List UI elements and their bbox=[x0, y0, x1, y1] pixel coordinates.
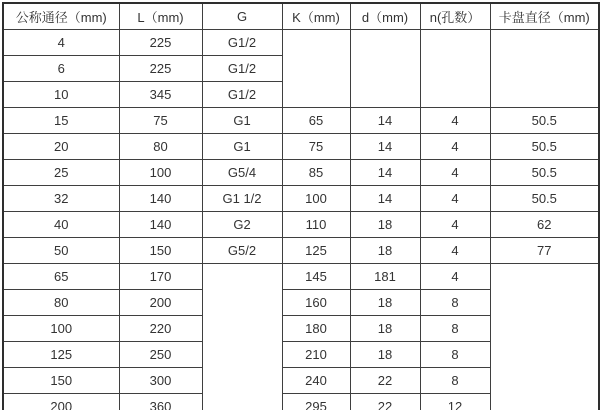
table-cell-r6-c6: 50.5 bbox=[490, 186, 599, 212]
table-cell-r3-c5: 4 bbox=[420, 108, 490, 134]
table-cell-r8-c5: 4 bbox=[420, 238, 490, 264]
table-cell-r4-c3: 75 bbox=[282, 134, 350, 160]
header-cell-5: n(孔数） bbox=[420, 3, 490, 30]
table-cell-r6-c2: G1 1/2 bbox=[202, 186, 282, 212]
table-cell-r11-c4: 8 bbox=[420, 316, 490, 342]
table-cell-r0-c3 bbox=[282, 30, 350, 108]
table-row-4 bbox=[3, 134, 599, 160]
table-cell-r10-c2: 160 bbox=[282, 290, 350, 316]
table-header-row bbox=[3, 3, 599, 30]
table-cell-r4-c4: 14 bbox=[350, 134, 420, 160]
table-cell-r3-c6: 50.5 bbox=[490, 108, 599, 134]
table-cell-r6-c0: 32 bbox=[3, 186, 119, 212]
table-cell-r13-c1: 300 bbox=[119, 368, 202, 394]
table-cell-r5-c0: 25 bbox=[3, 160, 119, 186]
table-cell-r0-c2: G1/2 bbox=[202, 30, 282, 56]
table-cell-r4-c6: 50.5 bbox=[490, 134, 599, 160]
header-cell-6: 卡盘直径（mm) bbox=[490, 3, 599, 30]
table-cell-r5-c4: 14 bbox=[350, 160, 420, 186]
table-cell-r12-c3: 18 bbox=[350, 342, 420, 368]
table-cell-r10-c3: 18 bbox=[350, 290, 420, 316]
table-cell-r11-c0: 100 bbox=[3, 316, 119, 342]
header-cell-4: d（mm) bbox=[350, 3, 420, 30]
table-cell-r3-c4: 14 bbox=[350, 108, 420, 134]
table-cell-r13-c0: 150 bbox=[3, 368, 119, 394]
table-cell-r9-c4: 181 bbox=[350, 264, 420, 290]
table-cell-r9-c6 bbox=[490, 264, 599, 410]
table-cell-r1-c1: 225 bbox=[119, 56, 202, 82]
table-cell-r7-c5: 4 bbox=[420, 212, 490, 238]
table-cell-r9-c5: 4 bbox=[420, 264, 490, 290]
table-cell-r11-c2: 180 bbox=[282, 316, 350, 342]
table-cell-r8-c1: 150 bbox=[119, 238, 202, 264]
table-cell-r7-c6: 62 bbox=[490, 212, 599, 238]
table-cell-r3-c2: G1 bbox=[202, 108, 282, 134]
table-cell-r11-c1: 220 bbox=[119, 316, 202, 342]
table-cell-r10-c4: 8 bbox=[420, 290, 490, 316]
table-cell-r14-c1: 360 bbox=[119, 394, 202, 410]
table-cell-r0-c6 bbox=[490, 30, 599, 108]
table-cell-r14-c2: 295 bbox=[282, 394, 350, 410]
table-cell-r8-c6: 77 bbox=[490, 238, 599, 264]
table-cell-r6-c5: 4 bbox=[420, 186, 490, 212]
table-cell-r8-c0: 50 bbox=[3, 238, 119, 264]
table-cell-r0-c5 bbox=[420, 30, 490, 108]
table-cell-r13-c2: 240 bbox=[282, 368, 350, 394]
table-cell-r4-c5: 4 bbox=[420, 134, 490, 160]
table-row-7 bbox=[3, 212, 599, 238]
table-cell-r4-c0: 20 bbox=[3, 134, 119, 160]
table-cell-r0-c0: 4 bbox=[3, 30, 119, 56]
header-cell-0: 公称通径（mm) bbox=[3, 3, 119, 30]
table-cell-r5-c2: G5/4 bbox=[202, 160, 282, 186]
table-cell-r8-c3: 125 bbox=[282, 238, 350, 264]
table-cell-r12-c1: 250 bbox=[119, 342, 202, 368]
table-cell-r9-c0: 65 bbox=[3, 264, 119, 290]
table-cell-r5-c5: 4 bbox=[420, 160, 490, 186]
table-cell-r7-c0: 40 bbox=[3, 212, 119, 238]
table-cell-r7-c2: G2 bbox=[202, 212, 282, 238]
table-cell-r0-c4 bbox=[350, 30, 420, 108]
table-row-9 bbox=[3, 264, 599, 290]
table-cell-r3-c1: 75 bbox=[119, 108, 202, 134]
table-cell-r13-c3: 22 bbox=[350, 368, 420, 394]
table-cell-r6-c1: 140 bbox=[119, 186, 202, 212]
table-cell-r1-c2: G1/2 bbox=[202, 56, 282, 82]
table-cell-r3-c3: 65 bbox=[282, 108, 350, 134]
table-cell-r12-c0: 125 bbox=[3, 342, 119, 368]
table-cell-r2-c1: 345 bbox=[119, 82, 202, 108]
table-cell-r11-c3: 18 bbox=[350, 316, 420, 342]
table-cell-r14-c4: 12 bbox=[420, 394, 490, 410]
header-cell-1: L（mm) bbox=[119, 3, 202, 30]
table-cell-r6-c3: 100 bbox=[282, 186, 350, 212]
table-cell-r13-c4: 8 bbox=[420, 368, 490, 394]
table-cell-r1-c0: 6 bbox=[3, 56, 119, 82]
table-cell-r14-c0: 200 bbox=[3, 394, 119, 410]
header-cell-3: K（mm) bbox=[282, 3, 350, 30]
table-cell-r5-c1: 100 bbox=[119, 160, 202, 186]
table-cell-r4-c2: G1 bbox=[202, 134, 282, 160]
table-cell-r12-c2: 210 bbox=[282, 342, 350, 368]
table-cell-r0-c1: 225 bbox=[119, 30, 202, 56]
table-cell-r9-c1: 170 bbox=[119, 264, 202, 290]
header-cell-2: G bbox=[202, 3, 282, 30]
table-cell-r9-c3: 145 bbox=[282, 264, 350, 290]
spec-table bbox=[2, 2, 600, 410]
table-row-6 bbox=[3, 186, 599, 212]
table-cell-r6-c4: 14 bbox=[350, 186, 420, 212]
table-cell-r2-c0: 10 bbox=[3, 82, 119, 108]
table-cell-r7-c3: 110 bbox=[282, 212, 350, 238]
table-cell-r2-c2: G1/2 bbox=[202, 82, 282, 108]
table-cell-r3-c0: 15 bbox=[3, 108, 119, 134]
table-cell-r10-c1: 200 bbox=[119, 290, 202, 316]
table-cell-r5-c3: 85 bbox=[282, 160, 350, 186]
table-cell-r4-c1: 80 bbox=[119, 134, 202, 160]
table-cell-r14-c3: 22 bbox=[350, 394, 420, 410]
table-cell-r8-c2: G5/2 bbox=[202, 238, 282, 264]
table-cell-r10-c0: 80 bbox=[3, 290, 119, 316]
table-row-0 bbox=[3, 30, 599, 56]
table-cell-r7-c4: 18 bbox=[350, 212, 420, 238]
table-cell-r8-c4: 18 bbox=[350, 238, 420, 264]
table-row-5 bbox=[3, 160, 599, 186]
table-cell-r12-c4: 8 bbox=[420, 342, 490, 368]
table-row-8 bbox=[3, 238, 599, 264]
table-cell-r9-c2 bbox=[202, 264, 282, 410]
table-cell-r5-c6: 50.5 bbox=[490, 160, 599, 186]
table-cell-r7-c1: 140 bbox=[119, 212, 202, 238]
table-row-3 bbox=[3, 108, 599, 134]
